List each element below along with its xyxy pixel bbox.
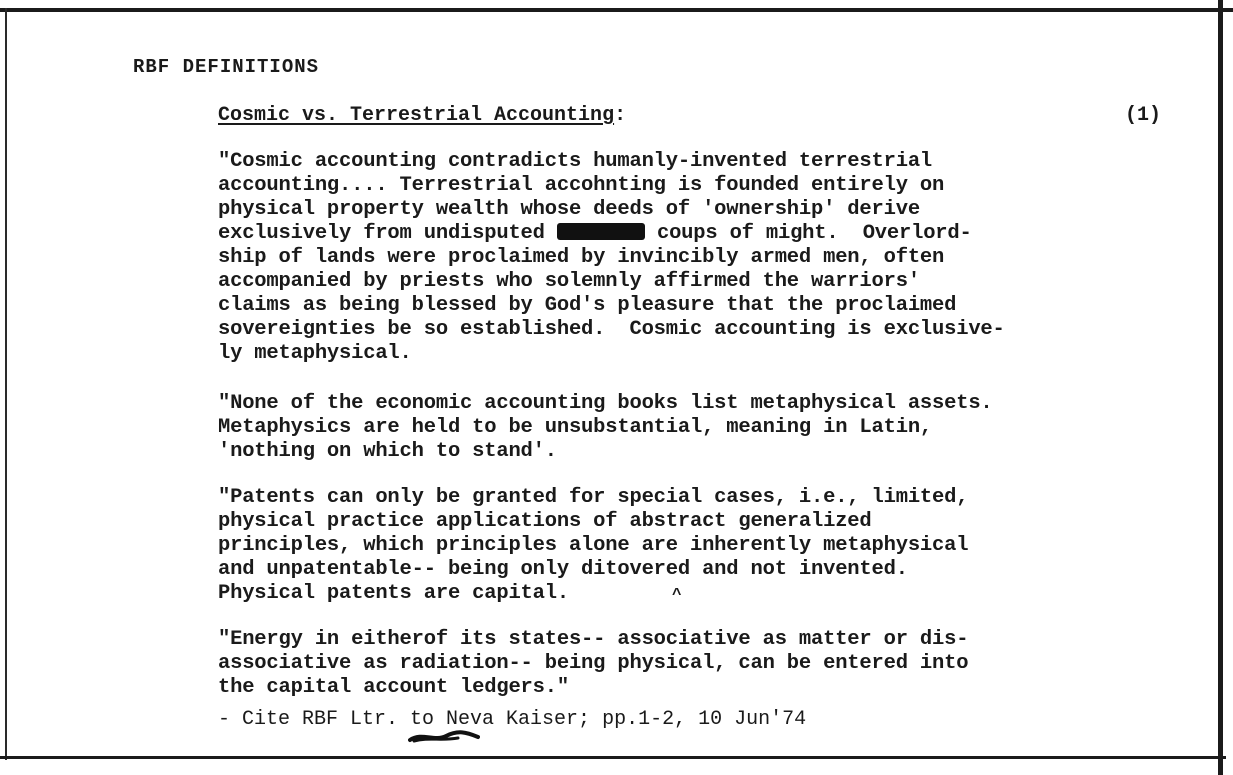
paragraph-line: ly metaphysical. <box>218 342 412 365</box>
paragraph-line: ship of lands were proclaimed by invincibly armed men, often <box>218 246 945 269</box>
page-number: (1) <box>1125 104 1162 127</box>
paragraph-metaphysical-assets <box>218 392 993 464</box>
paragraph-line: principles, which principles alone are inherently metaphysical <box>218 534 969 557</box>
paragraph-line: accompanied by priests who solemnly affirmed the warriors' <box>218 270 920 293</box>
bottom-border-rule <box>0 756 1226 759</box>
line-text-after-redaction: coups of might. Overlord- <box>644 222 972 245</box>
paragraph-line: "None of the economic accounting books list metaphysical assets. <box>218 392 993 415</box>
paragraph-line: Physical patents are capital. <box>218 582 569 605</box>
paragraph-line: Metaphysics are held to be unsubstantial, meaning in Latin, <box>218 416 933 439</box>
top-border-rule <box>0 8 1233 12</box>
paragraph-line: the capital account ledgers." <box>218 676 569 699</box>
paragraph-line: sovereignties be so established. Cosmic accounting is exclusive- <box>218 318 1005 341</box>
paragraph-line: 'nothing on which to stand'. <box>218 440 557 463</box>
paragraph-line: "Cosmic accounting contradicts humanly-invented terrestrial <box>218 150 933 173</box>
paragraph-line: accounting.... Terrestrial accohnting is founded entirely on <box>218 174 945 197</box>
paragraph-energy <box>218 628 968 700</box>
redaction-mark <box>557 223 645 240</box>
handwritten-caret: ^ <box>672 586 682 604</box>
paragraph-patents <box>218 486 968 606</box>
line-text-before-redaction: exclusively from undisputed <box>218 222 557 245</box>
paragraph-line: "Energy in eitherof its states-- associative as matter or dis- <box>218 628 969 651</box>
right-border-rule <box>1218 0 1223 775</box>
document-heading: RBF DEFINITIONS <box>133 56 320 78</box>
paragraph-line: physical property wealth whose deeds of 'ownership' derive <box>218 198 920 221</box>
section-title <box>218 104 626 127</box>
citation: - Cite RBF Ltr. to Neva Kaiser; pp.1-2, 10 Jun'74 <box>218 708 807 731</box>
ink-scribble <box>408 728 480 744</box>
paragraph-line: "Patents can only be granted for special cases, i.e., limited, <box>218 486 969 509</box>
left-border-rule <box>5 8 7 760</box>
paragraph-line: claims as being blessed by God's pleasure that the proclaimed <box>218 294 957 317</box>
paragraph-line: physical practice applications of abstract generalized <box>218 510 872 533</box>
paragraph-cosmic-accounting <box>218 150 1005 366</box>
paragraph-line-redacted <box>218 222 1005 246</box>
paragraph-line: and unpatentable-- being only ditovered and not invented. <box>218 558 908 581</box>
section-title-colon: : <box>614 104 627 127</box>
paragraph-line: associative as radiation-- being physical, can be entered into <box>218 652 969 675</box>
section-title-text: Cosmic vs. Terrestrial Accounting <box>218 104 615 127</box>
